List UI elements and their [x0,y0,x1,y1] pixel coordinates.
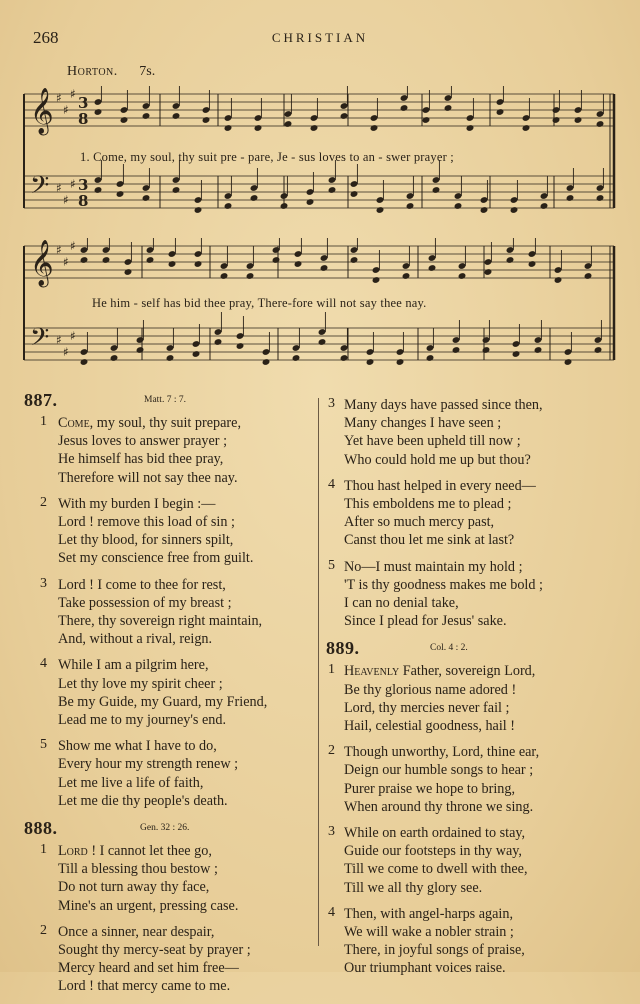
verse-text: Therefore will not say thee nay. [58,469,238,486]
column-divider [318,398,319,946]
stanza-number: 1 [40,414,47,429]
note-head [596,194,605,202]
verse-line [326,959,626,977]
verse-line [326,612,626,630]
verse-line [24,594,312,612]
note-head [94,108,103,116]
note-head [102,256,111,264]
verse-text: Purer praise we hope to bring, [344,780,515,797]
note-head [496,108,505,116]
verse-text: Be thy glorious name adored ! [344,681,517,698]
verse-text: my soul, thy suit prepare, [93,415,241,431]
verse-line [24,495,312,513]
stanza [24,414,312,487]
verse-line [326,879,626,897]
stanza-number: 2 [328,743,335,759]
note-head [146,256,155,264]
note-head [80,358,89,366]
verse-text: Yet have been upheld till now ; [344,433,521,450]
verse-text: Many days have passed since then, [344,397,543,413]
verse-line [326,432,626,450]
hymn-889 [326,638,626,977]
time-signature: 8 [78,110,89,128]
verse-line [24,531,312,549]
note-head [594,346,603,354]
verse-line [326,513,626,531]
verse-line [24,897,312,915]
verse-line [24,630,312,648]
verse-line [326,761,626,779]
verse-text: Since I plead for Jesus' sake. [344,613,507,630]
note-head [370,124,379,132]
verse-line [24,941,312,959]
sharp-icon: ♯ [70,329,76,343]
note-head [250,194,259,202]
stanza-number: 4 [328,904,335,920]
verse-line [326,743,626,761]
verse-text: There, thy sovereign right maintain, [58,613,263,630]
note-head [400,104,409,112]
verse-text: 'T is thy goodness makes me bold ; [344,576,543,593]
note-head [172,112,181,120]
stanza-number: 3 [328,396,335,411]
hymn-887 [24,390,312,810]
lyrics-line-2: He him - self has bid thee pray, There-fore will not say thee nay. [92,296,427,310]
note-head [480,206,489,214]
tune-meter: 7s. [139,64,156,79]
verse-text: Deign our humble songs to hear ; [344,762,534,779]
verse-line [326,451,626,469]
verse-line [326,558,626,576]
verse-text: Mercy heard and set him free— [58,960,239,977]
verse-text: While on earth ordained to stay, [344,825,526,842]
note-head [444,104,453,112]
first-word: Heavenly [344,663,400,680]
verse-text: Till we all thy glory see. [344,879,483,896]
verse-line [326,396,626,414]
note-head [466,124,475,132]
right-column [326,396,626,986]
note-head [552,116,561,124]
note-head [426,354,435,362]
note-head [220,272,229,280]
verse-line [326,594,626,612]
note-head [110,354,119,362]
stanza-number: 5 [40,737,47,753]
note-head [564,358,573,366]
note-head [236,342,245,350]
stanza-number: 3 [328,824,335,840]
stanza [326,743,626,816]
note-head [340,112,349,120]
verse-line [24,977,312,995]
verse-text: Show me what I have to do, [58,738,217,755]
verse-line [24,878,312,896]
verse-text: Guide our footsteps in thy way, [344,843,522,860]
stanza [326,477,626,550]
time-signature: 8 [78,192,89,210]
verse-line [24,549,312,567]
note-head [254,124,263,132]
time-signature: 3 [78,176,89,194]
verse-line [24,432,312,450]
verse-line [24,737,312,755]
sharp-icon: ♯ [70,87,76,101]
treble-clef-icon: 𝄞 [30,88,54,134]
verse-text: After so much mercy past, [344,514,495,531]
stanza [24,737,312,810]
verse-text: Let thy love my spirit cheer ; [58,675,223,692]
stanza [24,576,312,649]
stanza-number: 3 [40,575,47,591]
verse-line [24,923,312,941]
sharp-icon: ♯ [56,333,62,347]
verse-text: Lord ! that mercy came to me. [58,978,231,995]
note-head [506,256,515,264]
verse-text: Thou hast helped in every need— [344,477,536,494]
verse-line [24,774,312,792]
verse-line [326,414,626,432]
scripture-ref: Gen. 32 : 26. [140,823,190,834]
note-head [406,202,415,210]
lyrics-line-1: 1. Come, my soul, thy suit pre - pare, Je - sus loves to an - swer prayer ; [80,150,454,164]
note-head [350,190,359,198]
note-head [372,276,381,284]
note-head [306,198,315,206]
note-head [192,350,201,358]
verse-line [326,699,626,717]
stanza [326,396,626,469]
note-head [584,272,593,280]
note-head [376,206,385,214]
verse-text: This emboldens me to plead ; [344,496,512,513]
note-head [280,202,289,210]
note-head [452,346,461,354]
note-head [350,256,359,264]
note-head [94,186,103,194]
verse-text: We will wake a nobler strain ; [344,924,514,941]
verse-line [326,477,626,495]
verse-text: ! I cannot let thee go, [87,843,212,860]
sharp-icon: ♯ [63,103,69,117]
note-head [402,272,411,280]
stanza-number: 5 [328,557,335,573]
verse-line [326,531,626,549]
stanza-number: 4 [328,476,335,492]
note-head [366,358,375,366]
note-head [534,346,543,354]
note-head [428,264,437,272]
verse-text: Let thy blood, for sinners spilt, [58,532,234,549]
note-head [510,206,519,214]
stanza-number: 1 [328,662,335,678]
note-head [142,112,151,120]
note-head [284,120,293,128]
verse-text: While I am a pilgrim here, [58,657,209,674]
note-head [574,116,583,124]
verse-text: Till a blessing thou bestow ; [58,861,218,878]
first-word: Come, [58,415,94,431]
verse-text: Lord ! remove this load of sin ; [58,514,235,531]
note-head [194,206,203,214]
bass-clef-icon: 𝄢 [30,323,50,358]
stanza-number: 4 [40,656,47,672]
note-head [166,354,175,362]
verse-line [24,612,312,630]
stanza [24,495,312,568]
verse-line [326,495,626,513]
note-head [136,346,145,354]
verse-text: Mine's an urgent, pressing case. [58,897,239,914]
note-head [80,256,89,264]
verse-line [326,681,626,699]
verse-line [24,656,312,674]
sharp-icon: ♯ [63,193,69,207]
note-head [142,194,151,202]
stanza [326,905,626,978]
page-number: 268 [33,28,59,47]
sharp-icon: ♯ [70,239,76,253]
note-head [214,338,223,346]
verse-text: Let me die thy people's death. [58,792,228,809]
verse-text: Let me live a life of faith, [58,774,204,791]
first-word: Lord [58,843,88,860]
verse-line [24,711,312,729]
stanza [24,842,312,915]
verse-text: Jesus loves to answer prayer ; [58,433,228,450]
note-head [202,116,211,124]
scripture-ref: Matt. 7 : 7. [144,395,186,405]
verse-line [24,842,312,860]
note-head [328,186,337,194]
note-head [168,260,177,268]
verse-text: Our triumphant voices raise. [344,960,506,977]
verse-line [326,905,626,923]
hymn-888-continued [326,396,626,630]
verse-line [24,513,312,531]
verse-line [24,959,312,977]
verse-text: When around thy throne we sing. [344,798,534,815]
verse-line [24,675,312,693]
hymn-number: 889. [326,638,360,659]
hymn-888 [24,818,312,996]
note-head [512,350,521,358]
verse-text: I can no denial take, [344,595,459,612]
verse-line [24,693,312,711]
note-head [482,346,491,354]
verse-line [326,717,626,735]
hymn-number: 888. [24,818,58,839]
verse-text: And, without a rival, reign. [58,631,213,648]
note-head [566,194,575,202]
note-head [340,354,349,362]
verse-text: Sought thy mercy-seat by prayer ; [58,942,251,959]
verse-text: Do not turn away thy face, [58,879,210,896]
verse-line [326,842,626,860]
verse-text: With my burden I begin :— [58,495,216,512]
verse-line [24,414,312,432]
note-head [484,268,493,276]
sharp-icon: ♯ [56,91,62,105]
verse-line [326,941,626,959]
verse-text: He himself has bid thee pray, [58,451,224,468]
note-head [246,272,255,280]
verse-text: Lead me to my journey's end. [58,712,227,729]
stanza [326,662,626,735]
verse-line [326,780,626,798]
note-head [554,276,563,284]
verse-line [24,469,312,487]
tune-name: Horton. [67,64,118,79]
stanza-number: 2 [40,922,47,938]
note-head [272,256,281,264]
verse-text: Though unworthy, Lord, thine ear, [344,744,540,761]
treble-clef-icon: 𝄞 [30,240,54,286]
note-head [194,260,203,268]
verse-text: Many changes I have seen ; [344,415,502,432]
verse-text: Then, with angel-harps again, [344,905,514,922]
time-signature: 3 [78,94,89,112]
note-head [422,116,431,124]
note-head [310,124,319,132]
verse-line [326,824,626,842]
stanza [24,656,312,729]
note-head [432,186,441,194]
note-head [522,124,531,132]
sharp-icon: ♯ [70,177,76,191]
note-head [262,358,271,366]
note-head [116,190,125,198]
bass-clef-icon: 𝄢 [30,171,50,206]
stanza-number: 1 [40,842,47,858]
sharp-icon: ♯ [56,181,62,195]
note-head [224,124,233,132]
sharp-icon: ♯ [63,345,69,359]
verse-text: Lord ! I come to thee for rest, [58,576,226,593]
note-head [320,264,329,272]
note-head [540,202,549,210]
running-title: CHRISTIAN [271,30,369,45]
note-head [224,202,233,210]
verse-line [326,662,626,680]
note-head [292,354,301,362]
verse-text: Once a sinner, near despair, [58,923,215,940]
verse-text: There, in joyful songs of praise, [344,942,525,959]
verse-text: Set my conscience free from guilt. [58,550,254,567]
verse-text: Take possession of my breast ; [58,594,232,611]
verse-text: Canst thou let me sink at last? [344,532,515,549]
note-head [172,186,181,194]
verse-line [326,576,626,594]
note-head [318,338,327,346]
note-head [396,358,405,366]
note-head [294,260,303,268]
verse-text: Hail, celestial goodness, hail ! [344,718,515,735]
verse-line [24,576,312,594]
tune-heading [67,64,155,80]
verse-text: Who could hold me up but thou? [344,451,531,468]
note-head [458,272,467,280]
page-header [0,28,640,52]
note-head [454,202,463,210]
scripture-ref: Col. 4 : 2. [430,643,468,654]
verse-line [24,450,312,468]
note-head [120,116,129,124]
verse-line [326,923,626,941]
verse-text: Father, sovereign Lord, [399,663,536,680]
sharp-icon: ♯ [63,255,69,269]
verse-text: Till we come to dwell with thee, [344,861,528,878]
stanza-number: 2 [40,494,47,510]
verse-line [24,860,312,878]
left-column [24,390,312,1004]
verse-line [326,798,626,816]
note-head [528,260,537,268]
verse-text: No—I must maintain my hold ; [344,558,523,575]
verse-text: Every hour my strength renew ; [58,756,239,773]
stanza [326,824,626,897]
verse-line [24,755,312,773]
verse-text: Lord, thy mercies never fail ; [344,699,510,716]
sharp-icon: ♯ [56,243,62,257]
verse-line [326,860,626,878]
stanza [24,923,312,996]
stanza [326,558,626,631]
verse-text: Be my Guide, my Guard, my Friend, [58,693,268,710]
verse-line [24,792,312,810]
note-head [124,268,133,276]
note-head [596,120,605,128]
hymn-number: 887. [24,390,58,410]
